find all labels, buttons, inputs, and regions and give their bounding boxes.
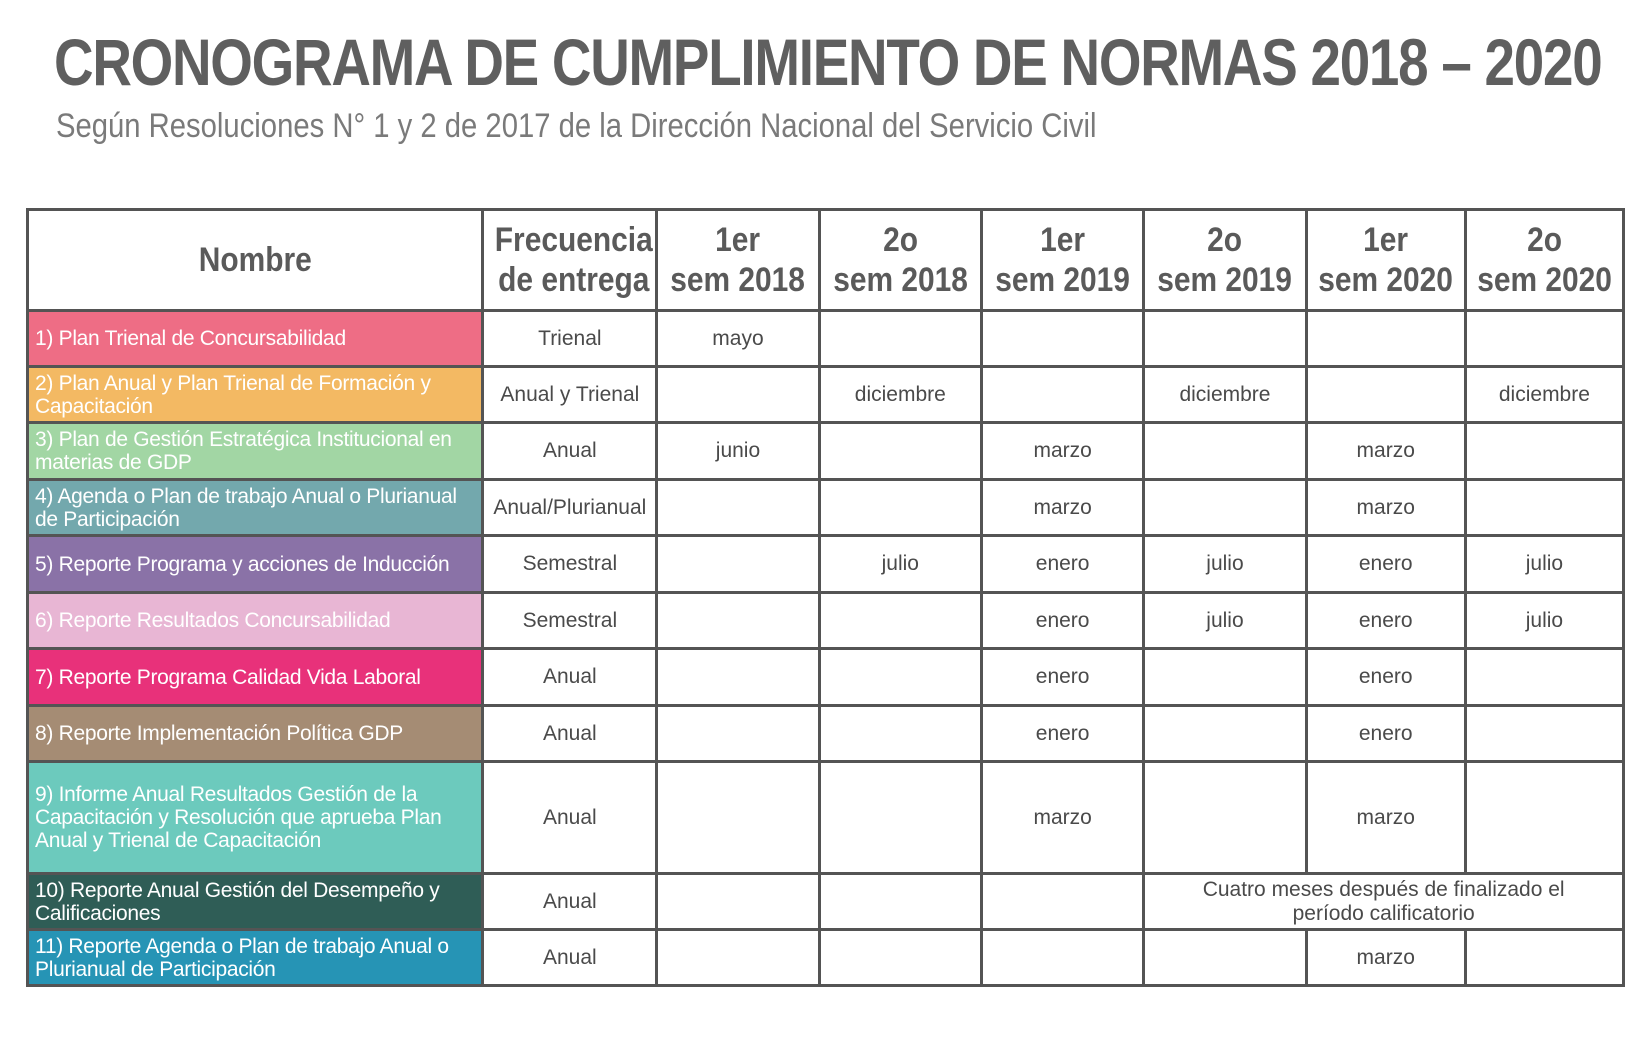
period-cell-s1-2018 xyxy=(657,367,819,423)
period-cell-s2-2020 xyxy=(1465,930,1623,986)
period-cell-s2-2020: diciembre xyxy=(1465,367,1623,423)
row-name-cell xyxy=(28,762,483,874)
period-cell-s2-2020 xyxy=(1465,480,1623,536)
table-row xyxy=(28,874,1624,930)
period-cell-s2-2020 xyxy=(1465,706,1623,762)
period-cell-s1-2020: marzo xyxy=(1306,762,1465,874)
row-name-cell xyxy=(28,311,483,367)
row-name: 4) Agenda o Plan de trabajo Anual o Plurianual de Participación xyxy=(35,484,457,531)
header-row xyxy=(28,210,1624,311)
period-cell-s2-2020 xyxy=(1465,423,1623,480)
period-cell-s1-2020: marzo xyxy=(1306,480,1465,536)
frequency-cell: Anual xyxy=(483,874,657,930)
table-row xyxy=(28,762,1624,874)
period-cell-s2-2020 xyxy=(1465,649,1623,706)
period-cell-s1-2020: marzo xyxy=(1306,423,1465,480)
header-frequency: Frecuencia de entrega xyxy=(483,210,657,311)
period-cell-s1-2020: enero xyxy=(1306,536,1465,593)
period-cell-s1-2018 xyxy=(657,649,819,706)
period-cell-s2-2019 xyxy=(1144,423,1306,480)
table-row xyxy=(28,311,1624,367)
period-cell-s2-2019 xyxy=(1144,311,1306,367)
row-name-cell xyxy=(28,930,483,986)
period-cell-s2-2019 xyxy=(1144,649,1306,706)
period-cell-s1-2020 xyxy=(1306,311,1465,367)
period-cell-s2-2019 xyxy=(1144,480,1306,536)
period-cell-s1-2018 xyxy=(657,706,819,762)
period-cell-s1-2019: marzo xyxy=(981,762,1143,874)
period-cell-s2-2018 xyxy=(819,706,981,762)
frequency-cell: Anual xyxy=(483,762,657,874)
period-cell-s2-2018 xyxy=(819,480,981,536)
page-title: CRONOGRAMA DE CUMPLIMIENTO DE NORMAS 2018 – 2020 xyxy=(54,25,1602,99)
table-row xyxy=(28,367,1624,423)
row-name: 2) Plan Anual y Plan Trienal de Formación y Capacitación xyxy=(35,371,431,418)
period-cell-s2-2019 xyxy=(1144,930,1306,986)
period-cell-s2-2018 xyxy=(819,930,981,986)
period-cell-s1-2018 xyxy=(657,762,819,874)
frequency-cell: Semestral xyxy=(483,536,657,593)
row-name: 3) Plan de Gestión Estratégica Institucional en materias de GDP xyxy=(35,428,452,474)
row-name: 8) Reporte Implementación Política GDP xyxy=(35,722,403,745)
period-cell-s1-2020 xyxy=(1306,367,1465,423)
page-subtitle: Según Resoluciones N° 1 y 2 de 2017 de la Dirección Nacional del Servicio Civil xyxy=(56,107,1097,145)
row-name: 6) Reporte Resultados Concursabilidad xyxy=(35,609,391,632)
row-name-cell xyxy=(28,367,483,423)
period-cell-s1-2019: marzo xyxy=(981,423,1143,480)
row-name: 5) Reporte Programa y acciones de Inducción xyxy=(35,552,450,576)
period-cell-s2-2018 xyxy=(819,423,981,480)
period-cell-s1-2018 xyxy=(657,593,819,649)
row-name-cell xyxy=(28,480,483,536)
period-cell-s2-2018 xyxy=(819,311,981,367)
row-name: 10) Reporte Anual Gestión del Desempeño y Calificaciones xyxy=(35,878,440,925)
period-cell-s1-2019: enero xyxy=(981,593,1143,649)
period-cell-s2-2019: diciembre xyxy=(1144,367,1306,423)
period-cell-s1-2019 xyxy=(981,930,1143,986)
period-cell-s1-2018: junio xyxy=(657,423,819,480)
header-s1-2019: 1er sem 2019 xyxy=(981,210,1143,311)
frequency-cell: Anual xyxy=(483,930,657,986)
merged-period-cell: Cuatro meses después de finalizado el período calificatorio xyxy=(1144,874,1624,930)
row-name: 1) Plan Trienal de Concursabilidad xyxy=(35,327,346,350)
header-s2-2020: 2o sem 2020 xyxy=(1465,210,1623,311)
table-row xyxy=(28,930,1624,986)
row-name: 9) Informe Anual Resultados Gestión de la Capacitación y Resolución que aprueba Plan Anual y Trienal de Capacitación xyxy=(35,783,442,852)
row-name-cell xyxy=(28,874,483,930)
period-cell-s2-2019 xyxy=(1144,706,1306,762)
frequency-cell: Anual xyxy=(483,706,657,762)
header-s1-2020: 1er sem 2020 xyxy=(1306,210,1465,311)
period-cell-s2-2018 xyxy=(819,593,981,649)
period-cell-s2-2018: diciembre xyxy=(819,367,981,423)
period-cell-s1-2019: enero xyxy=(981,649,1143,706)
table-row xyxy=(28,480,1624,536)
frequency-cell: Anual xyxy=(483,649,657,706)
period-cell-s2-2019: julio xyxy=(1144,536,1306,593)
table-row xyxy=(28,536,1624,593)
row-name-cell xyxy=(28,423,483,480)
period-cell-s2-2020 xyxy=(1465,762,1623,874)
table-row xyxy=(28,593,1624,649)
header-s1-2018: 1er sem 2018 xyxy=(657,210,819,311)
period-cell-s2-2019 xyxy=(1144,762,1306,874)
schedule-table xyxy=(26,208,1625,987)
period-cell-s1-2019 xyxy=(981,874,1143,930)
period-cell-s1-2020: enero xyxy=(1306,593,1465,649)
row-name-cell xyxy=(28,593,483,649)
row-name-cell xyxy=(28,649,483,706)
row-name: 7) Reporte Programa Calidad Vida Laboral xyxy=(35,665,421,689)
period-cell-s1-2020: enero xyxy=(1306,649,1465,706)
frequency-cell: Trienal xyxy=(483,311,657,367)
period-cell-s2-2020: julio xyxy=(1465,593,1623,649)
frequency-cell: Semestral xyxy=(483,593,657,649)
frequency-cell: Anual xyxy=(483,423,657,480)
period-cell-s1-2019: marzo xyxy=(981,480,1143,536)
header-s2-2018: 2o sem 2018 xyxy=(819,210,981,311)
row-name: 11) Reporte Agenda o Plan de trabajo Anual o Plurianual de Participación xyxy=(35,934,449,981)
period-cell-s1-2018 xyxy=(657,480,819,536)
table-row xyxy=(28,649,1624,706)
table-row xyxy=(28,706,1624,762)
period-cell-s1-2019: enero xyxy=(981,536,1143,593)
frequency-cell: Anual y Trienal xyxy=(483,367,657,423)
period-cell-s2-2018 xyxy=(819,762,981,874)
period-cell-s2-2020: julio xyxy=(1465,536,1623,593)
period-cell-s1-2019 xyxy=(981,311,1143,367)
frequency-cell: Anual/Plurianual xyxy=(483,480,657,536)
period-cell-s1-2018 xyxy=(657,930,819,986)
period-cell-s2-2020 xyxy=(1465,311,1623,367)
table-row xyxy=(28,423,1624,480)
period-cell-s1-2019: enero xyxy=(981,706,1143,762)
header-name: Nombre xyxy=(28,210,483,311)
period-cell-s2-2019: julio xyxy=(1144,593,1306,649)
row-name-cell xyxy=(28,536,483,593)
period-cell-s1-2018 xyxy=(657,536,819,593)
period-cell-s1-2019 xyxy=(981,367,1143,423)
period-cell-s1-2018: mayo xyxy=(657,311,819,367)
period-cell-s2-2018 xyxy=(819,649,981,706)
period-cell-s1-2020: enero xyxy=(1306,706,1465,762)
period-cell-s1-2018 xyxy=(657,874,819,930)
row-name-cell xyxy=(28,706,483,762)
period-cell-s2-2018: julio xyxy=(819,536,981,593)
header-s2-2019: 2o sem 2019 xyxy=(1144,210,1306,311)
period-cell-s2-2018 xyxy=(819,874,981,930)
period-cell-s1-2020: marzo xyxy=(1306,930,1465,986)
